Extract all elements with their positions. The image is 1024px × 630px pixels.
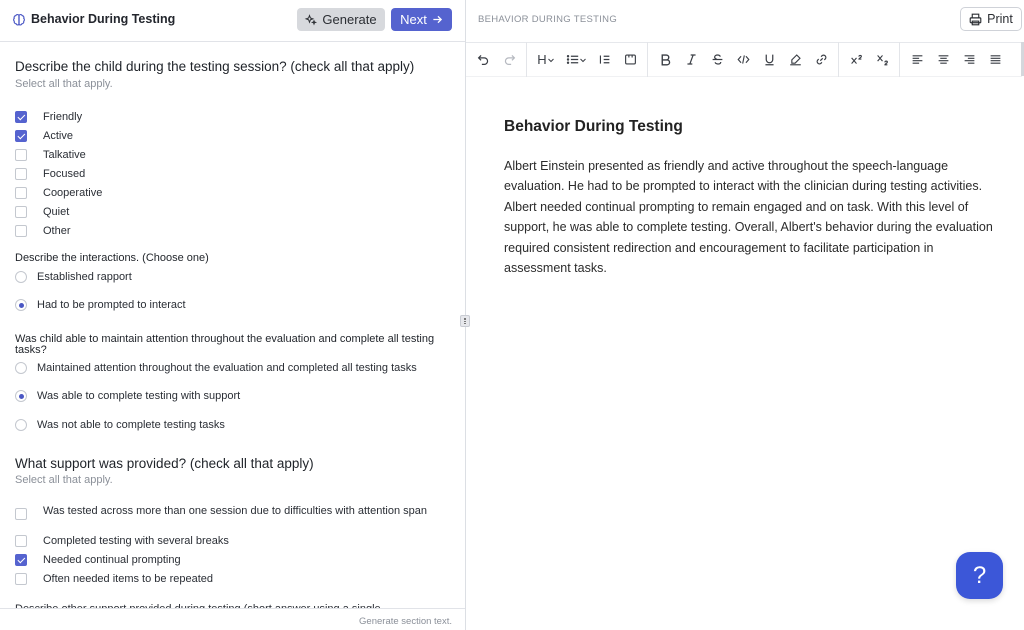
- option-label: Often needed items to be repeated: [43, 573, 214, 585]
- printer-icon: [969, 13, 982, 26]
- checkbox-option[interactable]: [15, 109, 455, 125]
- option-label: Quiet: [43, 206, 70, 218]
- option-label: Completed testing with several breaks: [43, 535, 229, 547]
- highlighter-icon: [789, 53, 802, 66]
- code-block-button[interactable]: [617, 47, 643, 73]
- form-panel: [0, 0, 466, 630]
- editor-toolbar: [466, 42, 1022, 77]
- radio-button[interactable]: [15, 390, 27, 402]
- checkbox-option[interactable]: [15, 147, 455, 163]
- panel-title: Behavior During Testing: [31, 12, 176, 26]
- superscript-button[interactable]: [843, 47, 869, 73]
- panel-resize-handle[interactable]: [460, 315, 470, 327]
- italic-icon: [685, 53, 698, 66]
- radio-option[interactable]: [15, 417, 455, 433]
- align-center-icon: [937, 53, 950, 66]
- strikethrough-icon: [711, 53, 724, 66]
- generate-button[interactable]: [297, 8, 385, 31]
- checkbox[interactable]: [15, 225, 27, 237]
- redo-button[interactable]: [496, 47, 522, 73]
- option-label: Had to be prompted to interact: [37, 299, 186, 311]
- checkbox[interactable]: [15, 508, 27, 520]
- script-group: [839, 42, 900, 77]
- align-right-button[interactable]: [956, 47, 982, 73]
- option-label: Cooperative: [43, 187, 103, 199]
- chevron-down-icon: [547, 56, 555, 64]
- option-label: Needed continual prompting: [43, 554, 181, 566]
- align-right-icon: [963, 53, 976, 66]
- brain-icon: [12, 13, 26, 27]
- checkbox[interactable]: [15, 554, 27, 566]
- help-button[interactable]: [956, 552, 1003, 599]
- checkbox[interactable]: [15, 149, 27, 161]
- document-paragraph: Albert Einstein presented as friendly and active throughout the speech-language evaluation. He had to be prompted to interact with the clinician during testing activities. Albert needed continual prompting to remain engaged and on task. With this level of support, he was able to complete testing. Overall, Albert's behavior during the evaluation required consistent redirection and encouragement to facilitate participation in assessment tasks.: [504, 159, 993, 276]
- option-label: Established rapport: [37, 271, 132, 283]
- checkbox[interactable]: [15, 187, 27, 199]
- option-label: Talkative: [43, 149, 86, 161]
- radio-option[interactable]: [15, 269, 455, 285]
- strikethrough-button[interactable]: [704, 47, 730, 73]
- print-button[interactable]: [960, 7, 1022, 31]
- chevron-down-icon: [579, 56, 587, 64]
- block-group: [527, 42, 648, 77]
- align-center-button[interactable]: [930, 47, 956, 73]
- option-label: Friendly: [43, 111, 83, 123]
- align-left-button[interactable]: [904, 47, 930, 73]
- radio-button[interactable]: [15, 271, 27, 283]
- code-block-icon: [624, 53, 637, 66]
- checkbox-option[interactable]: [15, 533, 455, 549]
- option-label: Active: [43, 130, 73, 142]
- document-title: Behavior During Testing: [504, 118, 683, 135]
- form-header: [0, 0, 465, 42]
- radio-option[interactable]: [15, 388, 455, 404]
- radio-button[interactable]: [15, 362, 27, 374]
- option-label: Was tested across more than one session due to difficulties with attention span: [43, 505, 427, 517]
- bold-icon: [659, 53, 672, 66]
- question-title: Was child able to maintain attention throughout the evaluation and complete all testing tasks?: [15, 333, 435, 356]
- link-icon: [815, 53, 828, 66]
- help-icon: ?: [972, 561, 987, 589]
- code-button[interactable]: [730, 47, 756, 73]
- align-group: [900, 42, 1012, 77]
- checkbox-option[interactable]: [15, 128, 455, 144]
- print-label: Print: [987, 12, 1013, 26]
- align-justify-button[interactable]: [982, 47, 1008, 73]
- radio-option[interactable]: [15, 360, 455, 376]
- bold-button[interactable]: [652, 47, 678, 73]
- footer-hint: Generate section text.: [359, 616, 452, 627]
- radio-button[interactable]: [15, 419, 27, 431]
- checkbox-option[interactable]: [15, 166, 455, 182]
- checkbox-option[interactable]: [15, 223, 455, 239]
- question-title: Describe the child during the testing session? (check all that apply): [15, 59, 415, 74]
- link-button[interactable]: [808, 47, 834, 73]
- question-title: Describe the interactions. (Choose one): [15, 252, 209, 264]
- checkbox[interactable]: [15, 111, 27, 123]
- undo-button[interactable]: [470, 47, 496, 73]
- superscript-icon: [850, 53, 863, 66]
- question-subtitle: Select all that apply.: [15, 78, 113, 90]
- subscript-icon: [876, 53, 889, 66]
- option-label: Was able to complete testing with support: [37, 390, 241, 402]
- radio-option[interactable]: [15, 297, 455, 313]
- checkbox[interactable]: [15, 535, 27, 547]
- option-label: Other: [43, 225, 71, 237]
- option-label: Was not able to complete testing tasks: [37, 419, 225, 431]
- underline-button[interactable]: [756, 47, 782, 73]
- subscript-button[interactable]: [869, 47, 895, 73]
- underline-icon: [763, 53, 776, 66]
- checkbox-option[interactable]: [15, 185, 455, 201]
- checkbox-option[interactable]: [15, 552, 455, 568]
- form-footer: [0, 608, 465, 630]
- arrow-right-icon: [432, 14, 443, 25]
- checkbox[interactable]: [15, 130, 27, 142]
- radio-button[interactable]: [15, 299, 27, 311]
- editor-panel: [466, 0, 1024, 630]
- blockquote-button[interactable]: [591, 47, 617, 73]
- checkbox[interactable]: [15, 168, 27, 180]
- next-label: Next: [400, 12, 427, 27]
- section-label: BEHAVIOR DURING TESTING: [478, 14, 618, 25]
- question-title: What support was provided? (check all that apply): [15, 456, 314, 471]
- code-icon: [737, 53, 750, 66]
- heading-label: H: [537, 52, 547, 67]
- question-form: [0, 43, 465, 608]
- align-left-icon: [911, 53, 924, 66]
- format-group: [648, 42, 839, 77]
- highlight-button[interactable]: [782, 47, 808, 73]
- checkbox-option[interactable]: [15, 571, 455, 587]
- document-content[interactable]: [504, 118, 994, 278]
- checkbox-option[interactable]: [15, 204, 455, 220]
- history-group: [466, 42, 527, 77]
- option-label: Maintained attention throughout the evaluation and completed all testing tasks: [37, 362, 417, 374]
- next-button[interactable]: [391, 8, 452, 31]
- sparkle-icon: [305, 14, 317, 26]
- blockquote-icon: [598, 53, 611, 66]
- checkbox-option[interactable]: [15, 506, 455, 530]
- generate-label: Generate: [322, 12, 377, 27]
- heading-dropdown[interactable]: [531, 47, 561, 73]
- option-label: Focused: [43, 168, 86, 180]
- align-justify-icon: [989, 53, 1002, 66]
- redo-icon: [503, 53, 516, 66]
- checkbox[interactable]: [15, 206, 27, 218]
- list-dropdown[interactable]: [561, 47, 591, 73]
- undo-icon: [477, 53, 490, 66]
- question-subtitle: Select all that apply.: [15, 474, 113, 486]
- bullet-list-icon: [566, 53, 579, 66]
- italic-button[interactable]: [678, 47, 704, 73]
- checkbox[interactable]: [15, 573, 27, 585]
